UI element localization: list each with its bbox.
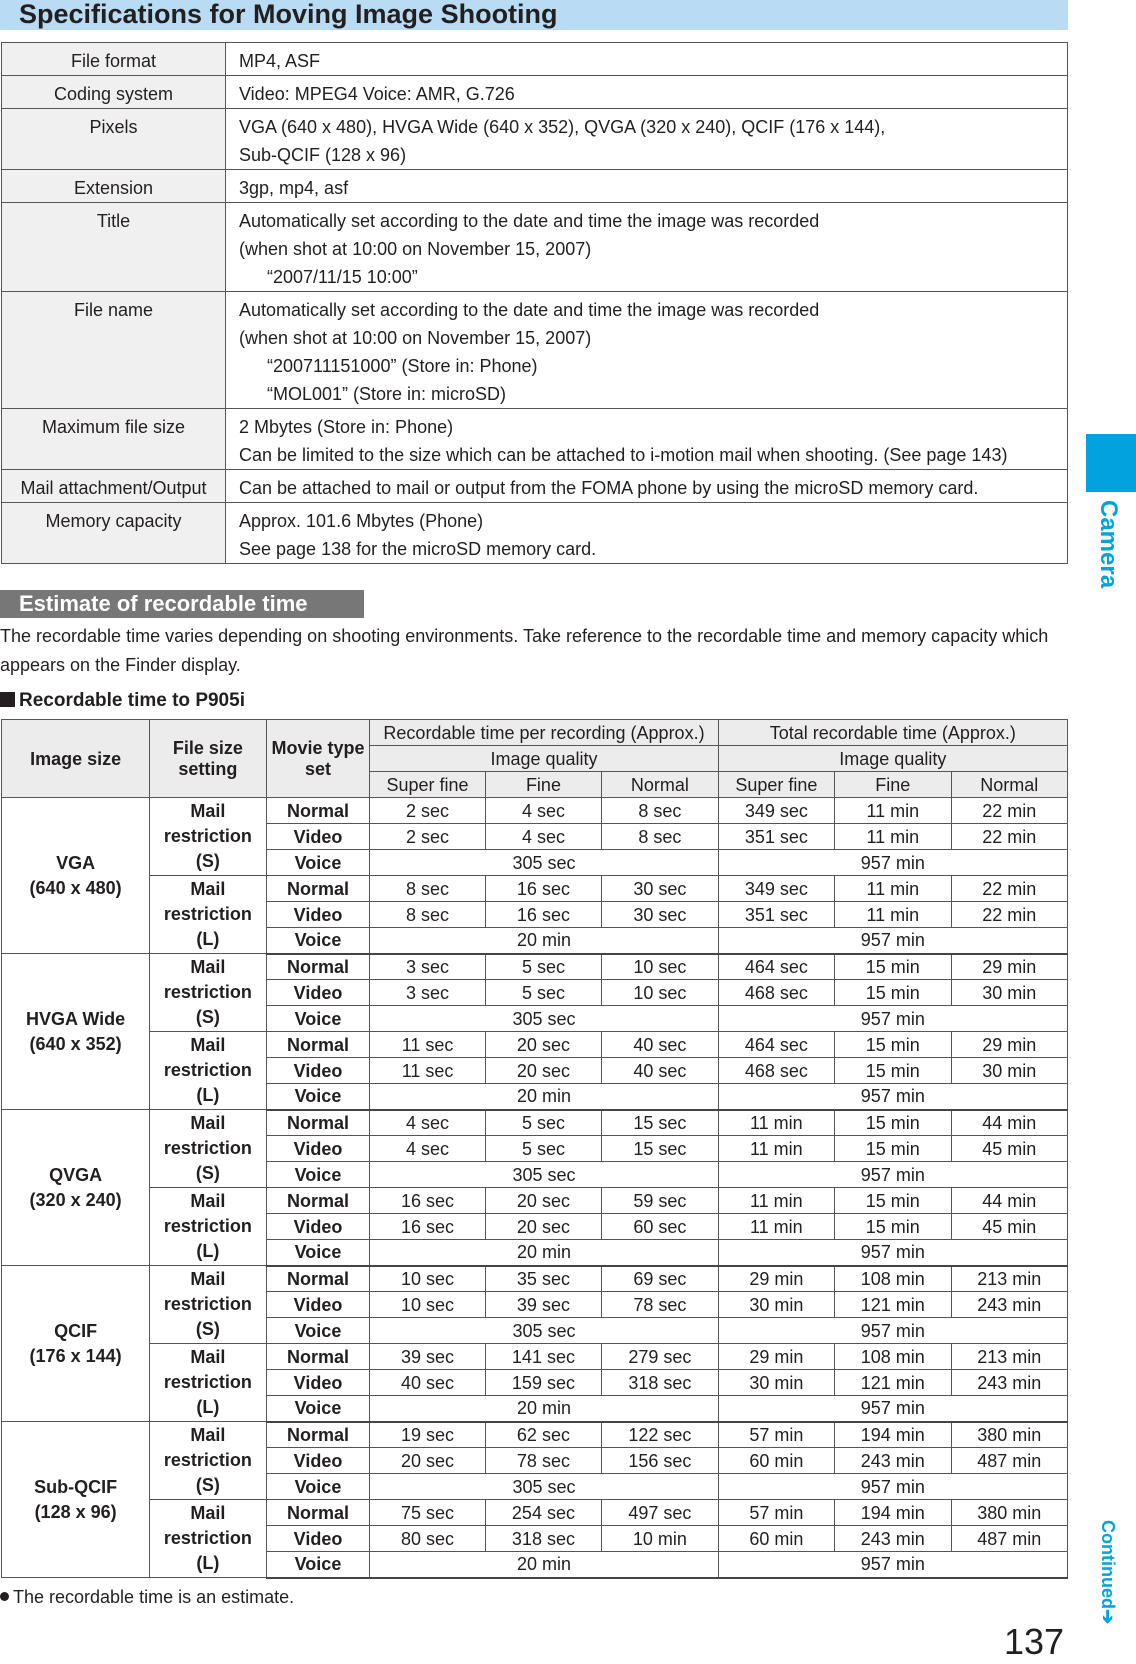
time-cell: 10 sec [370,1266,485,1292]
image-size-dims: (128 x 96) [34,1501,117,1522]
time-cell: 2 sec [370,798,485,824]
movie-type-cell: Video [266,1136,370,1162]
spec-row [2,109,1068,170]
time-cell: 10 sec [602,980,718,1006]
header-file-size-setting: File size setting [150,720,266,798]
recordable-table-body [2,798,1068,1578]
time-cell: 22 min [951,824,1067,850]
movie-type-cell: Normal [266,1500,370,1526]
table-row [2,876,1068,902]
file-size-setting-cell: Mail restriction (L) [150,1344,266,1422]
time-cell: 279 sec [602,1344,718,1370]
time-cell: 213 min [951,1266,1067,1292]
per-recording-voice-cell: 305 sec [370,1474,718,1500]
time-cell: 60 min [718,1448,834,1474]
table-row [2,954,1068,980]
per-recording-voice-cell: 20 min [370,1240,718,1266]
time-cell: 20 sec [485,1188,601,1214]
time-cell: 156 sec [602,1448,718,1474]
spec-label: Pixels [2,109,226,170]
time-cell: 29 min [951,1032,1067,1058]
recordable-subheading [0,689,245,713]
spec-value-line: “200711151000” (Store in: Phone) [267,356,538,376]
spec-value-line: 3gp, mp4, asf [239,178,349,198]
time-cell: 121 min [835,1292,951,1318]
time-cell: 20 sec [485,1214,601,1240]
image-size-dims: (176 x 144) [29,1345,122,1366]
time-cell: 15 min [835,1032,951,1058]
image-size-dims: (640 x 352) [29,1033,122,1054]
time-cell: 349 sec [718,798,834,824]
time-cell: 57 min [718,1500,834,1526]
movie-type-cell: Normal [266,954,370,980]
total-voice-cell: 957 min [718,1162,1067,1188]
header-per-recording: Recordable time per recording (Approx.) [370,720,718,746]
image-size-name: QVGA [49,1164,103,1185]
time-cell: 11 sec [370,1058,485,1084]
spec-label: Extension [2,170,226,203]
spec-value [226,409,1068,470]
time-cell: 80 sec [370,1526,485,1552]
spec-value-line: Automatically set according to the date and time the image was recorded [239,300,820,320]
time-cell: 39 sec [485,1292,601,1318]
bullet-dot-icon [0,1592,9,1601]
time-cell: 4 sec [370,1110,485,1136]
spec-row [2,409,1068,470]
spec-row [2,43,1068,76]
spec-label: Mail attachment/Output [2,470,226,503]
table-row [2,1110,1068,1136]
movie-type-cell: Normal [266,1110,370,1136]
per-recording-voice-cell: 305 sec [370,1006,718,1032]
footnote [0,1586,294,1608]
time-cell: 8 sec [370,902,485,928]
time-cell: 11 sec [370,1032,485,1058]
time-cell: 4 sec [485,824,601,850]
time-cell: 78 sec [485,1448,601,1474]
image-size-name: HVGA Wide [26,1008,126,1029]
header-fine-total: Fine [835,772,951,798]
image-size-name: Sub-QCIF [34,1476,118,1497]
time-cell: 15 min [835,1110,951,1136]
time-cell: 141 sec [485,1344,601,1370]
time-cell: 15 min [835,1058,951,1084]
time-cell: 19 sec [370,1422,485,1448]
image-size-dims: (320 x 240) [29,1189,122,1210]
time-cell: 16 sec [370,1188,485,1214]
recordable-subheading-text: Recordable time to P905i [19,690,245,711]
time-cell: 44 min [951,1188,1067,1214]
time-cell: 351 sec [718,902,834,928]
movie-type-cell: Voice [266,928,370,954]
image-size-cell [2,1110,150,1266]
spec-value-line: (when shot at 10:00 on November 15, 2007) [239,239,592,259]
spec-value-line: Approx. 101.6 Mbytes (Phone) [239,511,484,531]
page-title: Specifications for Moving Image Shooting [0,0,1068,30]
time-cell: 20 sec [485,1032,601,1058]
spec-value [226,76,1068,109]
movie-type-cell: Voice [266,1084,370,1110]
time-cell: 3 sec [370,980,485,1006]
time-cell: 22 min [951,876,1067,902]
square-bullet-icon [0,692,15,707]
time-cell: 15 min [835,1188,951,1214]
time-cell: 29 min [951,954,1067,980]
time-cell: 159 sec [485,1370,601,1396]
spec-value [226,292,1068,409]
continued-label [1080,1520,1136,1630]
time-cell: 11 min [718,1188,834,1214]
movie-type-cell: Voice [266,1474,370,1500]
spec-value-line: See page 138 for the microSD memory card. [239,539,597,559]
time-cell: 351 sec [718,824,834,850]
header-movie-type-set: Movie type set [266,720,370,798]
file-size-setting-cell: Mail restriction (L) [150,1032,266,1110]
time-cell: 487 min [951,1448,1067,1474]
time-cell: 380 min [951,1500,1067,1526]
movie-type-cell: Video [266,1058,370,1084]
total-voice-cell: 957 min [718,1318,1067,1344]
time-cell: 11 min [835,902,951,928]
time-cell: 497 sec [602,1500,718,1526]
per-recording-voice-cell: 305 sec [370,1318,718,1344]
table-row [2,1188,1068,1214]
time-cell: 468 sec [718,1058,834,1084]
time-cell: 468 sec [718,980,834,1006]
time-cell: 30 sec [602,876,718,902]
spec-label: File name [2,292,226,409]
image-size-dims: (640 x 480) [29,877,122,898]
time-cell: 108 min [835,1344,951,1370]
time-cell: 59 sec [602,1188,718,1214]
time-cell: 10 min [602,1526,718,1552]
spec-table-body [2,43,1068,564]
time-cell: 20 sec [370,1448,485,1474]
time-cell: 349 sec [718,876,834,902]
spec-row [2,292,1068,409]
movie-type-cell: Video [266,824,370,850]
spec-value-line: Automatically set according to the date and time the image was recorded [239,211,820,231]
spec-label: File format [2,43,226,76]
per-recording-voice-cell: 20 min [370,1396,718,1422]
image-size-cell [2,1422,150,1578]
time-cell: 380 min [951,1422,1067,1448]
time-cell: 20 sec [485,1058,601,1084]
table-row [2,1344,1068,1370]
movie-type-cell: Normal [266,798,370,824]
time-cell: 75 sec [370,1500,485,1526]
time-cell: 60 min [718,1526,834,1552]
time-cell: 11 min [718,1214,834,1240]
image-size-name: QCIF [54,1320,98,1341]
movie-type-cell: Normal [266,1032,370,1058]
movie-type-cell: Normal [266,1422,370,1448]
time-cell: 11 min [835,798,951,824]
spec-label: Title [2,203,226,292]
total-voice-cell: 957 min [718,1474,1067,1500]
time-cell: 30 min [718,1292,834,1318]
time-cell: 243 min [835,1448,951,1474]
time-cell: 121 min [835,1370,951,1396]
time-cell: 8 sec [602,824,718,850]
time-cell: 11 min [835,876,951,902]
per-recording-voice-cell: 20 min [370,1552,718,1578]
per-recording-voice-cell: 305 sec [370,1162,718,1188]
table-row [2,1422,1068,1448]
time-cell: 40 sec [602,1032,718,1058]
table-row [2,1500,1068,1526]
table-row [2,1266,1068,1292]
spec-row [2,470,1068,503]
continued-text: Continued [1098,1520,1118,1609]
estimate-intro: The recordable time varies depending on shooting environments. Take reference to the recordable time and memory capacity which appears on the Finder display. [0,626,1049,675]
time-cell: 4 sec [370,1136,485,1162]
time-cell: 29 min [718,1344,834,1370]
time-cell: 15 min [835,980,951,1006]
time-cell: 11 min [718,1136,834,1162]
time-cell: 8 sec [602,798,718,824]
movie-type-cell: Video [266,1526,370,1552]
time-cell: 40 sec [370,1370,485,1396]
time-cell: 62 sec [485,1422,601,1448]
time-cell: 487 min [951,1526,1067,1552]
time-cell: 22 min [951,902,1067,928]
spec-value-line: VGA (640 x 480), HVGA Wide (640 x 352), QVGA (320 x 240), QCIF (176 x 144), [239,117,886,137]
estimate-heading: Estimate of recordable time [0,590,364,618]
table-row [2,1032,1068,1058]
spec-table [1,42,1068,564]
spec-value [226,43,1068,76]
spec-row [2,76,1068,109]
file-size-setting-cell: Mail restriction (S) [150,1422,266,1500]
table-row [2,798,1068,824]
total-voice-cell: 957 min [718,928,1067,954]
time-cell: 44 min [951,1110,1067,1136]
recordable-time-table [1,719,1068,1579]
time-cell: 3 sec [370,954,485,980]
movie-type-cell: Video [266,902,370,928]
time-cell: 45 min [951,1136,1067,1162]
time-cell: 318 sec [602,1370,718,1396]
spec-value-line: Can be limited to the size which can be attached to i-motion mail when shooting. (See page 143) [239,445,1008,465]
time-cell: 16 sec [370,1214,485,1240]
movie-type-cell: Video [266,1370,370,1396]
page-number: 137 [1004,1621,1065,1662]
movie-type-cell: Voice [266,1318,370,1344]
time-cell: 30 min [951,1058,1067,1084]
time-cell: 254 sec [485,1500,601,1526]
spec-value-line: MP4, ASF [239,51,321,71]
file-size-setting-cell: Mail restriction (S) [150,798,266,876]
time-cell: 318 sec [485,1526,601,1552]
file-size-setting-cell: Mail restriction (S) [150,1110,266,1188]
spec-value-line: Can be attached to mail or output from the FOMA phone by using the microSD memory card. [239,478,979,498]
time-cell: 243 min [951,1370,1067,1396]
movie-type-cell: Voice [266,1006,370,1032]
spec-value-line: Sub-QCIF (128 x 96) [239,145,407,165]
file-size-setting-cell: Mail restriction (L) [150,1188,266,1266]
time-cell: 16 sec [485,902,601,928]
time-cell: 2 sec [370,824,485,850]
file-size-setting-cell: Mail restriction (L) [150,876,266,954]
side-tab-camera: Camera [1095,500,1122,589]
spec-label: Coding system [2,76,226,109]
spec-value [226,203,1068,292]
time-cell: 78 sec [602,1292,718,1318]
total-voice-cell: 957 min [718,1006,1067,1032]
time-cell: 5 sec [485,954,601,980]
movie-type-cell: Normal [266,1344,370,1370]
time-cell: 15 min [835,1136,951,1162]
time-cell: 35 sec [485,1266,601,1292]
time-cell: 464 sec [718,954,834,980]
header-super-fine-total: Super fine [718,772,834,798]
time-cell: 8 sec [370,876,485,902]
image-size-cell [2,954,150,1110]
movie-type-cell: Voice [266,1162,370,1188]
time-cell: 69 sec [602,1266,718,1292]
spec-value [226,503,1068,564]
chapter-tab-marker [1086,434,1136,492]
time-cell: 15 min [835,1214,951,1240]
time-cell: 11 min [718,1110,834,1136]
time-cell: 194 min [835,1500,951,1526]
spec-label: Maximum file size [2,409,226,470]
time-cell: 15 sec [602,1110,718,1136]
movie-type-cell: Voice [266,1552,370,1578]
total-voice-cell: 957 min [718,1396,1067,1422]
image-size-cell [2,798,150,954]
movie-type-cell: Voice [266,850,370,876]
time-cell: 57 min [718,1422,834,1448]
header-image-size: Image size [2,720,150,798]
movie-type-cell: Normal [266,876,370,902]
movie-type-cell: Video [266,1214,370,1240]
header-total: Total recordable time (Approx.) [718,720,1067,746]
time-cell: 5 sec [485,980,601,1006]
image-size-name: VGA [56,852,96,873]
movie-type-cell: Voice [266,1396,370,1422]
file-size-setting-cell: Mail restriction (S) [150,1266,266,1344]
time-cell: 5 sec [485,1136,601,1162]
spec-value-line: (when shot at 10:00 on November 15, 2007) [239,328,592,348]
movie-type-cell: Normal [266,1188,370,1214]
time-cell: 60 sec [602,1214,718,1240]
time-cell: 39 sec [370,1344,485,1370]
time-cell: 30 min [951,980,1067,1006]
time-cell: 22 min [951,798,1067,824]
header-super-fine-per: Super fine [370,772,485,798]
spec-value-line: “2007/11/15 10:00” [267,267,418,287]
image-size-cell [2,1266,150,1422]
time-cell: 243 min [951,1292,1067,1318]
movie-type-cell: Video [266,1448,370,1474]
time-cell: 4 sec [485,798,601,824]
header-fine-per: Fine [485,772,601,798]
continued-arrow-icon: ➔ [1098,1608,1118,1625]
spec-value [226,109,1068,170]
time-cell: 30 sec [602,902,718,928]
spec-row [2,203,1068,292]
total-voice-cell: 957 min [718,1552,1067,1578]
time-cell: 30 min [718,1370,834,1396]
time-cell: 464 sec [718,1032,834,1058]
time-cell: 122 sec [602,1422,718,1448]
spec-row [2,503,1068,564]
time-cell: 10 sec [602,954,718,980]
spec-value-line: “MOL001” (Store in: microSD) [267,384,507,404]
time-cell: 16 sec [485,876,601,902]
spec-label: Memory capacity [2,503,226,564]
total-voice-cell: 957 min [718,1240,1067,1266]
per-recording-voice-cell: 20 min [370,928,718,954]
per-recording-voice-cell: 20 min [370,1084,718,1110]
total-voice-cell: 957 min [718,1084,1067,1110]
time-cell: 10 sec [370,1292,485,1318]
movie-type-cell: Voice [266,1240,370,1266]
total-voice-cell: 957 min [718,850,1067,876]
movie-type-cell: Video [266,980,370,1006]
time-cell: 243 min [835,1526,951,1552]
spec-row [2,170,1068,203]
time-cell: 213 min [951,1344,1067,1370]
per-recording-voice-cell: 305 sec [370,850,718,876]
time-cell: 40 sec [602,1058,718,1084]
spec-value-line: Video: MPEG4 Voice: AMR, G.726 [239,84,515,104]
time-cell: 5 sec [485,1110,601,1136]
header-normal-per: Normal [602,772,718,798]
file-size-setting-cell: Mail restriction (S) [150,954,266,1032]
time-cell: 194 min [835,1422,951,1448]
header-normal-total: Normal [951,772,1067,798]
movie-type-cell: Video [266,1292,370,1318]
file-size-setting-cell: Mail restriction (L) [150,1500,266,1578]
spec-value [226,470,1068,503]
spec-value-line: 2 Mbytes (Store in: Phone) [239,417,454,437]
time-cell: 15 sec [602,1136,718,1162]
movie-type-cell: Normal [266,1266,370,1292]
time-cell: 108 min [835,1266,951,1292]
time-cell: 11 min [835,824,951,850]
header-image-quality-total: Image quality [718,746,1067,772]
time-cell: 45 min [951,1214,1067,1240]
spec-value [226,170,1068,203]
time-cell: 15 min [835,954,951,980]
time-cell: 29 min [718,1266,834,1292]
footnote-text: The recordable time is an estimate. [13,1587,295,1607]
header-image-quality-per: Image quality [370,746,718,772]
